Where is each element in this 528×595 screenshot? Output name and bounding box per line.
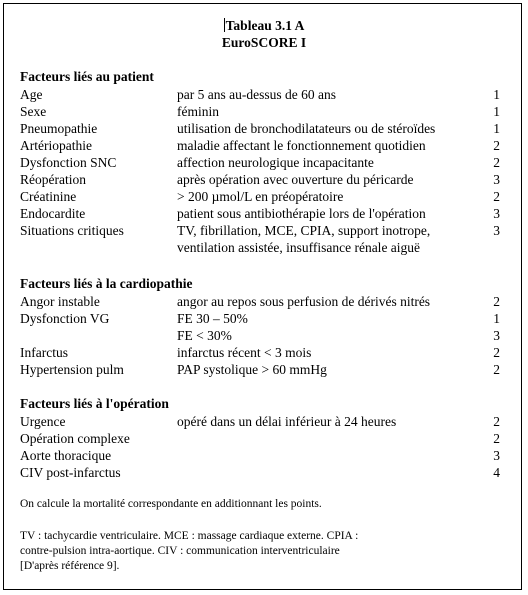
factor-cell: Endocardite: [20, 206, 86, 221]
table-row: [0, 103, 528, 120]
section-heading-operation: Facteurs liés à l'opération: [20, 396, 169, 411]
table-row: [0, 239, 528, 256]
factor-cell: Pneumopathie: [20, 121, 98, 136]
description-cell: infarctus récent < 3 mois: [177, 345, 312, 360]
points-cell: 3: [493, 448, 500, 463]
table-row: [0, 205, 528, 222]
points-cell: 1: [493, 104, 500, 119]
points-cell: 1: [493, 121, 500, 136]
factor-cell: Infarctus: [20, 345, 68, 360]
table-row: [0, 188, 528, 205]
table-row: [0, 413, 528, 430]
description-cell: affection neurologique incapacitante: [177, 155, 374, 170]
table-row: [0, 137, 528, 154]
table-row: [0, 310, 528, 327]
description-cell: FE < 30%: [177, 328, 232, 343]
description-cell: TV, fibrillation, MCE, CPIA, support inotrope,: [177, 223, 431, 238]
factor-cell: Sexe: [20, 104, 47, 119]
points-cell: 3: [493, 328, 500, 343]
points-cell: 1: [493, 87, 500, 102]
factor-cell: Urgence: [20, 414, 66, 429]
table-title: [0, 18, 528, 34]
table-row: [0, 86, 528, 103]
points-cell: 2: [493, 431, 500, 446]
points-cell: 2: [493, 138, 500, 153]
table-title-text: Tableau 3.1 A: [225, 18, 305, 33]
description-cell: utilisation de bronchodilatateurs ou de stéroïdes: [177, 121, 436, 136]
factor-cell: CIV post-infarctus: [20, 465, 121, 480]
description-cell: ventilation assistée, insuffisance rénale aiguë: [177, 240, 421, 255]
scoring-note: On calcule la mortalité correspondante en additionnant les points.: [20, 498, 322, 510]
description-cell: opéré dans un délai inférieur à 24 heures: [177, 414, 397, 429]
section-heading-patient: Facteurs liés au patient: [20, 69, 154, 84]
description-cell: par 5 ans au-dessus de 60 ans: [177, 87, 336, 102]
footnote-line: TV : tachycardie ventriculaire. MCE : massage cardiaque externe. CPIA :: [20, 530, 359, 542]
factor-cell: Créatinine: [20, 189, 77, 204]
description-cell: maladie affectant le fonctionnement quotidien: [177, 138, 426, 153]
points-cell: 3: [493, 206, 500, 221]
table-subtitle: EuroSCORE I: [221, 35, 307, 50]
description-cell: après opération avec ouverture du péricarde: [177, 172, 414, 187]
points-cell: 2: [493, 362, 500, 377]
table-row: [0, 361, 528, 378]
description-cell: FE 30 – 50%: [177, 311, 248, 326]
factor-cell: Age: [20, 87, 43, 102]
factor-cell: Opération complexe: [20, 431, 130, 446]
points-cell: 2: [493, 189, 500, 204]
factor-cell: Dysfonction VG: [20, 311, 110, 326]
table-row: [0, 293, 528, 310]
points-cell: 2: [493, 294, 500, 309]
description-cell: PAP systolique > 60 mmHg: [177, 362, 327, 377]
table-row: [0, 327, 528, 344]
factor-cell: Aorte thoracique: [20, 448, 112, 463]
points-cell: 3: [493, 172, 500, 187]
table-row: [0, 447, 528, 464]
section-heading-cardiopathy: Facteurs liés à la cardiopathie: [20, 276, 193, 291]
table-row: [0, 120, 528, 137]
factor-cell: Artériopathie: [20, 138, 92, 153]
description-cell: angor au repos sous perfusion de dérivés nitrés: [177, 294, 431, 309]
points-cell: 2: [493, 345, 500, 360]
factor-cell: Dysfonction SNC: [20, 155, 117, 170]
factor-cell: Angor instable: [20, 294, 100, 309]
points-cell: 3: [493, 223, 500, 238]
factor-cell: Réopération: [20, 172, 86, 187]
footnote-line: [D'après référence 9].: [20, 560, 120, 572]
table-row: [0, 430, 528, 447]
table-row: [0, 222, 528, 239]
table-row: [0, 464, 528, 481]
table-row: [0, 171, 528, 188]
factor-cell: Hypertension pulm: [20, 362, 124, 377]
description-cell: féminin: [177, 104, 219, 119]
points-cell: 2: [493, 414, 500, 429]
footnote-line: contre-pulsion intra-aortique. CIV : communication interventriculaire: [20, 545, 340, 557]
points-cell: 4: [493, 465, 500, 480]
table-row: [0, 154, 528, 171]
description-cell: patient sous antibiothérapie lors de l'opération: [177, 206, 426, 221]
text-cursor: [224, 18, 225, 32]
points-cell: 2: [493, 155, 500, 170]
points-cell: 1: [493, 311, 500, 326]
factor-cell: Situations critiques: [20, 223, 124, 238]
table-row: [0, 344, 528, 361]
description-cell: > 200 µmol/L en préopératoire: [177, 189, 344, 204]
